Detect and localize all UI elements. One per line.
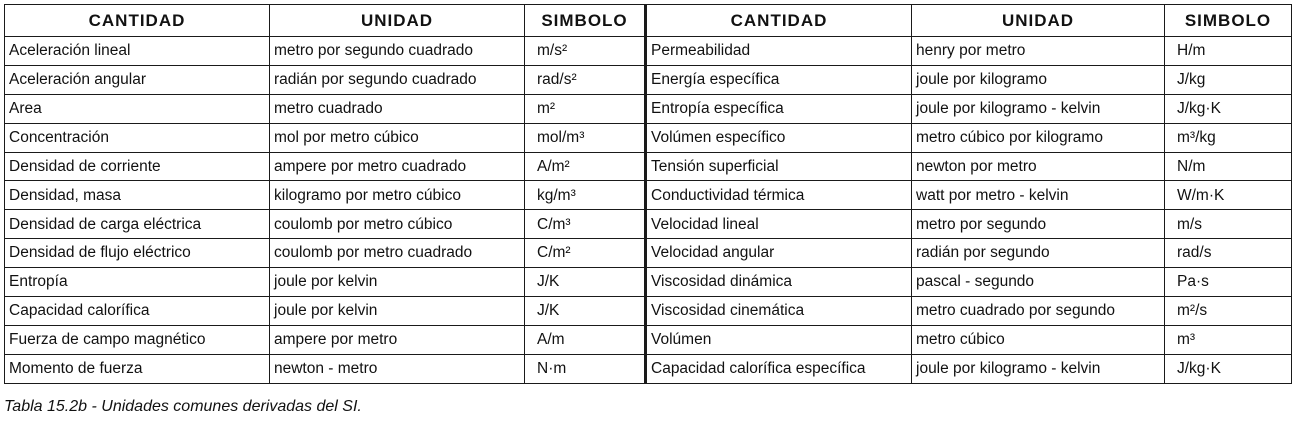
- cantidad-cell: Densidad de corriente: [5, 152, 270, 181]
- cantidad-cell: Fuerza de campo magnético: [5, 325, 270, 354]
- cantidad-cell-right: Capacidad calorífica específica: [646, 354, 912, 383]
- unidad-cell-right: newton por metro: [912, 152, 1165, 181]
- cantidad-cell-right: Entropía específica: [646, 94, 912, 123]
- cantidad-cell-right: Tensión superficial: [646, 152, 912, 181]
- table-row: [5, 210, 1292, 239]
- unidad-cell-right: metro por segundo: [912, 210, 1165, 239]
- simbolo-cell-right: N/m: [1165, 152, 1292, 181]
- table-row: [5, 354, 1292, 383]
- header-unidad-right: UNIDAD: [912, 5, 1165, 37]
- table-row: [5, 297, 1292, 326]
- table-row: [5, 325, 1292, 354]
- cantidad-cell-right: Viscosidad cinemática: [646, 297, 912, 326]
- unidad-cell: ampere por metro: [270, 325, 525, 354]
- simbolo-cell-right: H/m: [1165, 37, 1292, 66]
- cantidad-cell-right: Volúmen: [646, 325, 912, 354]
- table-row: [5, 94, 1292, 123]
- table-header-row: [5, 5, 1292, 37]
- simbolo-cell-right: J/kg·K: [1165, 94, 1292, 123]
- simbolo-cell: C/m²: [525, 239, 646, 268]
- cantidad-cell-right: Velocidad lineal: [646, 210, 912, 239]
- simbolo-cell: m/s²: [525, 37, 646, 66]
- simbolo-cell: A/m: [525, 325, 646, 354]
- unidad-cell-right: metro cúbico por kilogramo: [912, 123, 1165, 152]
- cantidad-cell-right: Viscosidad dinámica: [646, 268, 912, 297]
- unidad-cell: metro por segundo cuadrado: [270, 37, 525, 66]
- unidad-cell: coulomb por metro cuadrado: [270, 239, 525, 268]
- table-row: [5, 152, 1292, 181]
- cantidad-cell: Area: [5, 94, 270, 123]
- simbolo-cell: kg/m³: [525, 181, 646, 210]
- cantidad-cell-right: Velocidad angular: [646, 239, 912, 268]
- simbolo-cell-right: m³: [1165, 325, 1292, 354]
- cantidad-cell: Capacidad calorífica: [5, 297, 270, 326]
- unidad-cell-right: watt por metro - kelvin: [912, 181, 1165, 210]
- table-row: [5, 181, 1292, 210]
- header-cantidad-right: CANTIDAD: [646, 5, 912, 37]
- simbolo-cell-right: J/kg: [1165, 65, 1292, 94]
- table-row: [5, 123, 1292, 152]
- unidad-cell: metro cuadrado: [270, 94, 525, 123]
- table-row: [5, 37, 1292, 66]
- simbolo-cell: C/m³: [525, 210, 646, 239]
- unidad-cell-right: metro cuadrado por segundo: [912, 297, 1165, 326]
- simbolo-cell-right: m²/s: [1165, 297, 1292, 326]
- header-simbolo-right: SIMBOLO: [1165, 5, 1292, 37]
- cantidad-cell-right: Conductividad térmica: [646, 181, 912, 210]
- cantidad-cell-right: Permeabilidad: [646, 37, 912, 66]
- unidad-cell-right: radián por segundo: [912, 239, 1165, 268]
- cantidad-cell-right: Volúmen específico: [646, 123, 912, 152]
- simbolo-cell: m²: [525, 94, 646, 123]
- cantidad-cell: Densidad de carga eléctrica: [5, 210, 270, 239]
- simbolo-cell-right: W/m·K: [1165, 181, 1292, 210]
- cantidad-cell: Densidad, masa: [5, 181, 270, 210]
- table-caption: Tabla 15.2b - Unidades comunes derivadas del SI.: [4, 398, 362, 415]
- unidad-cell-right: metro cúbico: [912, 325, 1165, 354]
- unidad-cell-right: joule por kilogramo - kelvin: [912, 94, 1165, 123]
- cantidad-cell-right: Energía específica: [646, 65, 912, 94]
- simbolo-cell: J/K: [525, 297, 646, 326]
- unidad-cell: joule por kelvin: [270, 297, 525, 326]
- simbolo-cell: N·m: [525, 354, 646, 383]
- unidad-cell: radián por segundo cuadrado: [270, 65, 525, 94]
- simbolo-cell-right: m/s: [1165, 210, 1292, 239]
- simbolo-cell-right: Pa·s: [1165, 268, 1292, 297]
- cantidad-cell: Densidad de flujo eléctrico: [5, 239, 270, 268]
- simbolo-cell: rad/s²: [525, 65, 646, 94]
- unidad-cell-right: pascal - segundo: [912, 268, 1165, 297]
- table-row: [5, 268, 1292, 297]
- unidad-cell-right: henry por metro: [912, 37, 1165, 66]
- simbolo-cell: A/m²: [525, 152, 646, 181]
- simbolo-cell-right: J/kg·K: [1165, 354, 1292, 383]
- si-units-table: [4, 4, 1292, 384]
- cantidad-cell: Aceleración angular: [5, 65, 270, 94]
- unidad-cell: ampere por metro cuadrado: [270, 152, 525, 181]
- unidad-cell: coulomb por metro cúbico: [270, 210, 525, 239]
- header-cantidad: CANTIDAD: [5, 5, 270, 37]
- simbolo-cell-right: m³/kg: [1165, 123, 1292, 152]
- unidad-cell: mol por metro cúbico: [270, 123, 525, 152]
- unidad-cell: joule por kelvin: [270, 268, 525, 297]
- cantidad-cell: Aceleración lineal: [5, 37, 270, 66]
- unidad-cell: newton - metro: [270, 354, 525, 383]
- table-row: [5, 239, 1292, 268]
- cantidad-cell: Momento de fuerza: [5, 354, 270, 383]
- simbolo-cell: J/K: [525, 268, 646, 297]
- header-unidad: UNIDAD: [270, 5, 525, 37]
- unidad-cell-right: joule por kilogramo: [912, 65, 1165, 94]
- table-row: [5, 65, 1292, 94]
- header-simbolo: SIMBOLO: [525, 5, 646, 37]
- unidad-cell: kilogramo por metro cúbico: [270, 181, 525, 210]
- simbolo-cell-right: rad/s: [1165, 239, 1292, 268]
- simbolo-cell: mol/m³: [525, 123, 646, 152]
- cantidad-cell: Concentración: [5, 123, 270, 152]
- cantidad-cell: Entropía: [5, 268, 270, 297]
- unidad-cell-right: joule por kilogramo - kelvin: [912, 354, 1165, 383]
